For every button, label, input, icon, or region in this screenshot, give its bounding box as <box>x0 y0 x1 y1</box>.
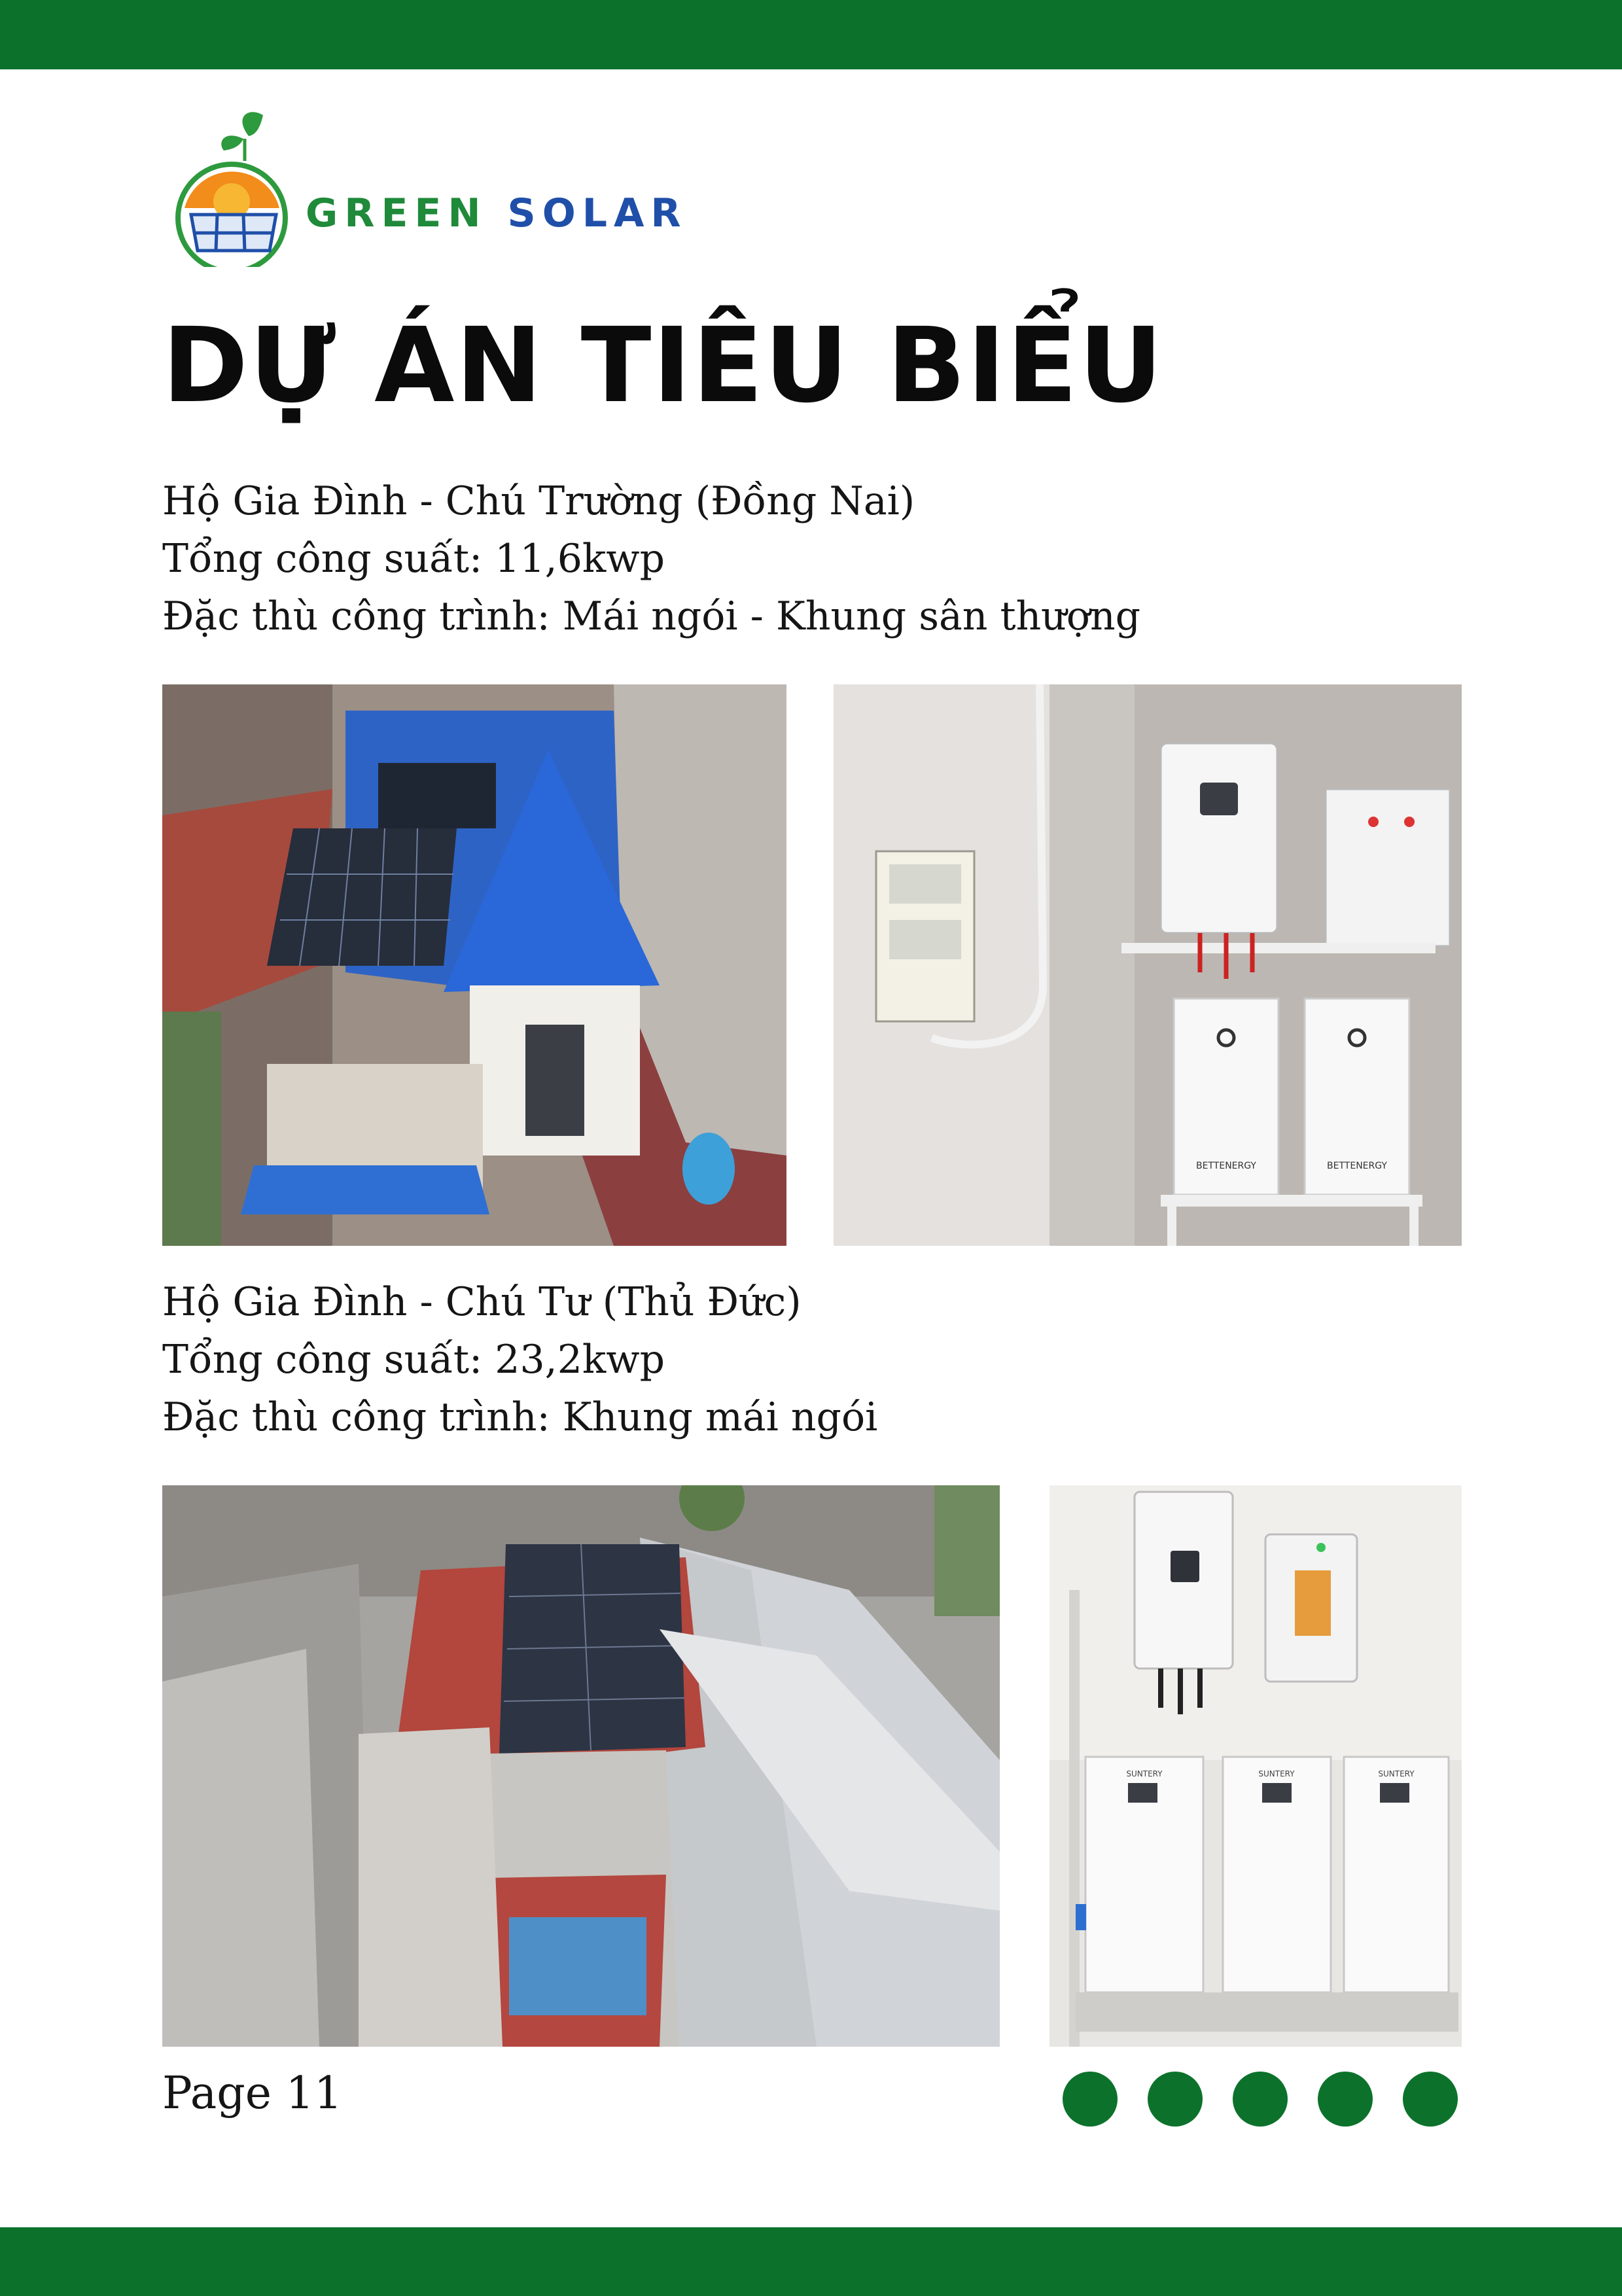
top-green-band <box>0 0 1622 69</box>
project-1-feature: Đặc thù công trình: Mái ngói - Khung sân thượng <box>162 593 1141 639</box>
project-1-info <box>162 472 1140 645</box>
battery-label-5: SUNTERY <box>1378 1769 1415 1778</box>
page-dot <box>1403 2072 1458 2127</box>
page-dot <box>1063 2072 1118 2127</box>
project-2-name: Hộ Gia Đình - Chú Tư (Thủ Đức) <box>162 1279 802 1325</box>
battery-label-4: SUNTERY <box>1258 1769 1295 1778</box>
page-title: DỰ ÁN TIÊU BIỂU <box>162 306 1164 426</box>
page-dot <box>1148 2072 1203 2127</box>
battery-label-1: BETTENERGY <box>1196 1161 1256 1171</box>
pagination-dots <box>1063 2072 1462 2127</box>
logo-word-green: GREEN <box>306 190 487 236</box>
page-dot <box>1233 2072 1288 2127</box>
project-1-name: Hộ Gia Đình - Chú Trường (Đồng Nai) <box>162 478 915 524</box>
bottom-green-band <box>0 2227 1622 2296</box>
project-2-rooftop-aerial-photo <box>162 1485 1000 2047</box>
project-2-inverter-battery-photo <box>1049 1485 1462 2047</box>
project-1-rooftop-aerial-photo <box>162 684 786 1246</box>
page-dot <box>1318 2072 1373 2127</box>
project-2-feature: Đặc thù công trình: Khung mái ngói <box>162 1394 878 1440</box>
green-solar-logo <box>171 110 688 274</box>
logo-wordmark <box>306 190 688 236</box>
project-1-inverter-battery-photo <box>834 684 1462 1246</box>
logo-word-solar: SOLAR <box>507 190 688 236</box>
project-2-capacity: Tổng công suất: 23,2kwp <box>162 1337 665 1383</box>
battery-label-2: BETTENERGY <box>1327 1161 1387 1171</box>
logo-sun-leaf-icon <box>171 110 289 267</box>
page-number: Page 11 <box>162 2068 343 2119</box>
battery-label-3: SUNTERY <box>1126 1769 1163 1778</box>
project-1-capacity: Tổng công suất: 11,6kwp <box>162 536 665 582</box>
project-2-info <box>162 1273 877 1446</box>
